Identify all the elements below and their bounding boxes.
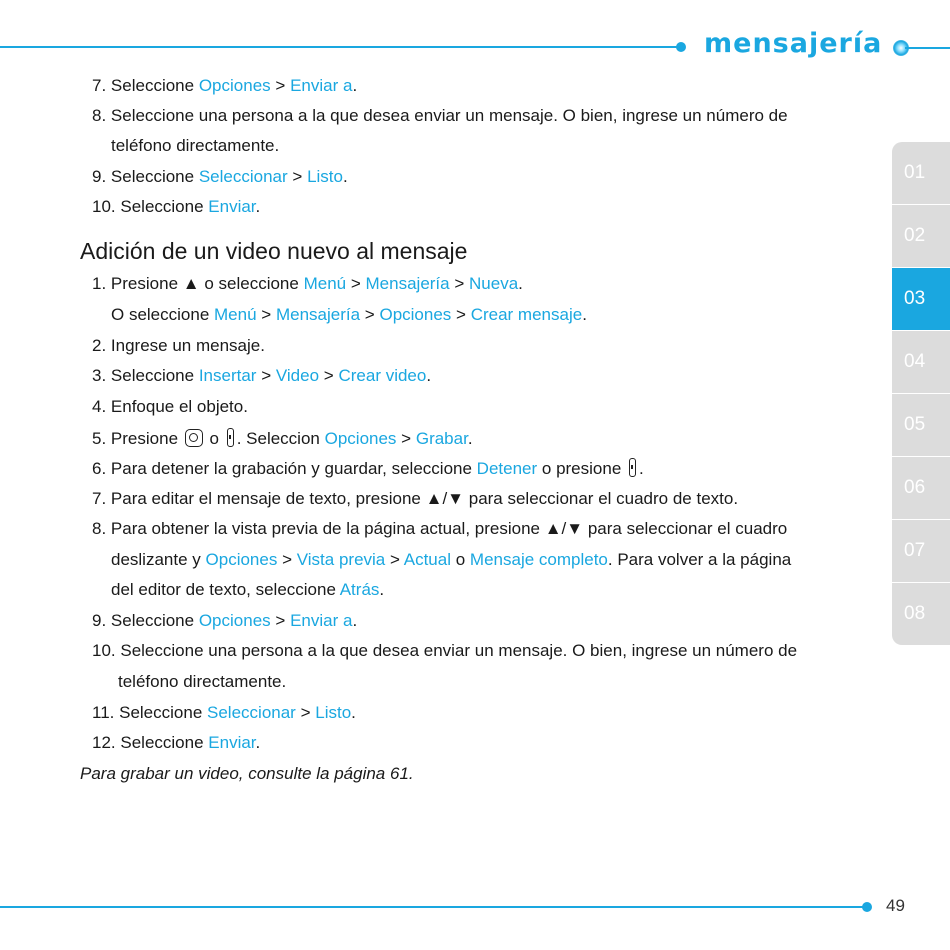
step-text: . — [342, 167, 348, 186]
step-6 — [92, 458, 644, 479]
menu-ref: Enviar a — [290, 611, 353, 630]
step-text: o presione — [541, 459, 622, 478]
step-text: 11. — [92, 703, 115, 722]
menu-ref: Crear mensaje — [470, 305, 583, 324]
menu-ref: Video — [275, 366, 320, 385]
step-7 — [92, 489, 738, 509]
up-arrow-icon: ▲ — [182, 274, 200, 293]
step-text: Para editar el mensaje de texto, presione — [110, 489, 421, 508]
step-text: Presione — [110, 429, 179, 448]
step-text: > — [350, 274, 361, 293]
step-9-top — [92, 167, 348, 187]
step-text: . — [518, 274, 523, 293]
step-text: > — [261, 366, 272, 385]
menu-ref: Actual — [403, 550, 451, 569]
step-text: . Para volver a la página — [607, 550, 792, 569]
chapter-tab-08[interactable]: 08 — [892, 583, 950, 645]
step-text: 12. — [92, 733, 116, 752]
step-text: > — [261, 305, 272, 324]
step-text: . — [639, 459, 644, 478]
step-text: para seleccionar el cuadro — [587, 519, 788, 538]
menu-ref: Menú — [303, 274, 347, 293]
up-down-arrow-icon: ▲/▼ — [425, 489, 464, 508]
step-text: . — [255, 197, 261, 216]
menu-ref: Opciones — [379, 305, 452, 324]
side-key-icon — [629, 458, 636, 477]
step-text: Para obtener la vista previa de la página actual, presione — [110, 519, 540, 538]
menu-ref: Seleccionar — [198, 167, 288, 186]
step-text: Seleccione — [120, 197, 204, 216]
menu-ref: Mensajería — [275, 305, 361, 324]
step-text: . — [352, 76, 358, 95]
menu-ref: Grabar — [415, 429, 468, 448]
step-11 — [92, 703, 356, 723]
menu-ref: Nueva — [469, 274, 519, 293]
step-text: 7. — [92, 489, 107, 508]
step-text: o — [209, 429, 219, 448]
step-10-line1: 10. Seleccione una persona a la que desea enviar un mensaje. O bien, ingrese un número de — [92, 641, 798, 660]
step-text: . — [582, 305, 587, 324]
step-text: para seleccionar el cuadro de texto. — [468, 489, 739, 508]
step-text: > — [456, 305, 466, 324]
step-7-top — [92, 76, 357, 96]
step-2: 2. Ingrese un mensaje. — [92, 336, 265, 355]
step-text: 5. — [92, 429, 107, 448]
step-text: > — [323, 366, 334, 385]
step-8-top-line2: teléfono directamente. — [111, 136, 280, 155]
step-text: Para detener la grabación y guardar, seleccione — [110, 459, 472, 478]
step-text: 9. — [92, 167, 107, 186]
side-key-icon — [227, 428, 234, 447]
step-4: 4. Enfoque el objeto. — [92, 397, 248, 416]
menu-ref: Seleccionar — [207, 703, 296, 722]
step-text: > — [292, 167, 303, 186]
step-9 — [92, 611, 357, 631]
section-heading: Adición de un video nuevo al mensaje — [80, 238, 468, 264]
step-text: 7. — [92, 76, 107, 95]
step-text: 9. — [92, 611, 107, 630]
header-rule-dot — [676, 42, 686, 52]
step-12 — [92, 733, 260, 753]
page-number: 49 — [886, 896, 905, 915]
chapter-tab-06[interactable]: 06 — [892, 457, 950, 519]
step-8-line3 — [111, 580, 384, 600]
chapter-tab-03[interactable]: 03 — [892, 268, 950, 330]
step-text: Seleccione — [110, 611, 195, 630]
step-text: Seleccione — [110, 366, 195, 385]
chapter-tab-07[interactable]: 07 — [892, 520, 950, 582]
step-text: > — [300, 703, 311, 722]
step-text: . — [255, 733, 261, 752]
step-text: > — [454, 274, 465, 293]
chapter-tab-04[interactable]: 04 — [892, 331, 950, 393]
menu-ref: Insertar — [198, 366, 257, 385]
step-text: O seleccione — [111, 305, 210, 324]
step-text: Seleccione — [110, 76, 195, 95]
header-rule — [0, 46, 680, 48]
menu-ref: Opciones — [198, 611, 271, 630]
step-text: . — [351, 703, 356, 722]
step-text: > — [275, 76, 286, 95]
step-1-line2 — [111, 305, 587, 325]
header-rule-right — [905, 47, 950, 49]
section-title: mensajería — [704, 28, 883, 59]
menu-ref: Atrás — [339, 580, 380, 599]
menu-ref: Listo — [315, 703, 352, 722]
menu-ref: Mensajería — [365, 274, 450, 293]
footer-rule — [0, 906, 866, 908]
step-text: > — [390, 550, 400, 569]
menu-ref: Opciones — [198, 76, 271, 95]
chapter-tabs — [892, 142, 950, 646]
step-text: 3. — [92, 366, 107, 385]
step-text: Seleccione — [110, 167, 195, 186]
step-text: . — [379, 580, 385, 599]
step-8-top-line1: 8. Seleccione una persona a la que desea enviar un mensaje. O bien, ingrese un número de — [92, 106, 788, 125]
step-text: 8. — [92, 519, 107, 538]
step-text: o seleccione — [204, 274, 299, 293]
step-8-line2 — [111, 550, 791, 570]
step-text: Presione — [110, 274, 179, 293]
footer-rule-dot — [862, 902, 872, 912]
step-text: . — [352, 611, 358, 630]
step-text: o — [455, 550, 466, 569]
menu-ref: Enviar — [208, 733, 256, 752]
menu-ref: Mensaje completo — [469, 550, 608, 569]
step-text: . — [426, 366, 432, 385]
note: Para grabar un video, consulte la página 61. — [80, 764, 414, 783]
menu-ref: Vista previa — [296, 550, 386, 569]
step-10-line2: teléfono directamente. — [118, 672, 287, 691]
step-text: . — [467, 429, 473, 448]
step-1 — [92, 274, 523, 294]
menu-ref: Enviar — [208, 197, 256, 216]
step-text: > — [401, 429, 412, 448]
step-text: 1. — [92, 274, 107, 293]
menu-ref: Enviar a — [290, 76, 353, 95]
menu-ref: Listo — [307, 167, 343, 186]
chapter-tab-01[interactable]: 01 — [892, 142, 950, 204]
menu-ref: Detener — [476, 459, 538, 478]
step-text: . Seleccion — [236, 429, 320, 448]
step-text: Seleccione — [120, 733, 204, 752]
step-text: Seleccione — [119, 703, 203, 722]
step-text: del editor de texto, seleccione — [111, 580, 336, 599]
camera-key-icon — [185, 429, 203, 447]
step-8-line1 — [92, 519, 787, 539]
step-text: > — [275, 611, 286, 630]
step-text: > — [364, 305, 375, 324]
step-text: 10. — [92, 197, 116, 216]
menu-ref: Menú — [214, 305, 257, 324]
step-text: deslizante y — [111, 550, 201, 569]
menu-ref: Opciones — [205, 550, 278, 569]
step-text: 6. — [92, 459, 107, 478]
step-3 — [92, 366, 431, 386]
chapter-tab-05[interactable]: 05 — [892, 394, 950, 456]
step-10-top — [92, 197, 260, 217]
step-text: > — [282, 550, 293, 569]
chapter-tab-02[interactable]: 02 — [892, 205, 950, 267]
up-down-arrow-icon: ▲/▼ — [544, 519, 584, 538]
menu-ref: Opciones — [324, 429, 397, 448]
menu-ref: Crear video — [338, 366, 427, 385]
step-5 — [92, 428, 473, 449]
